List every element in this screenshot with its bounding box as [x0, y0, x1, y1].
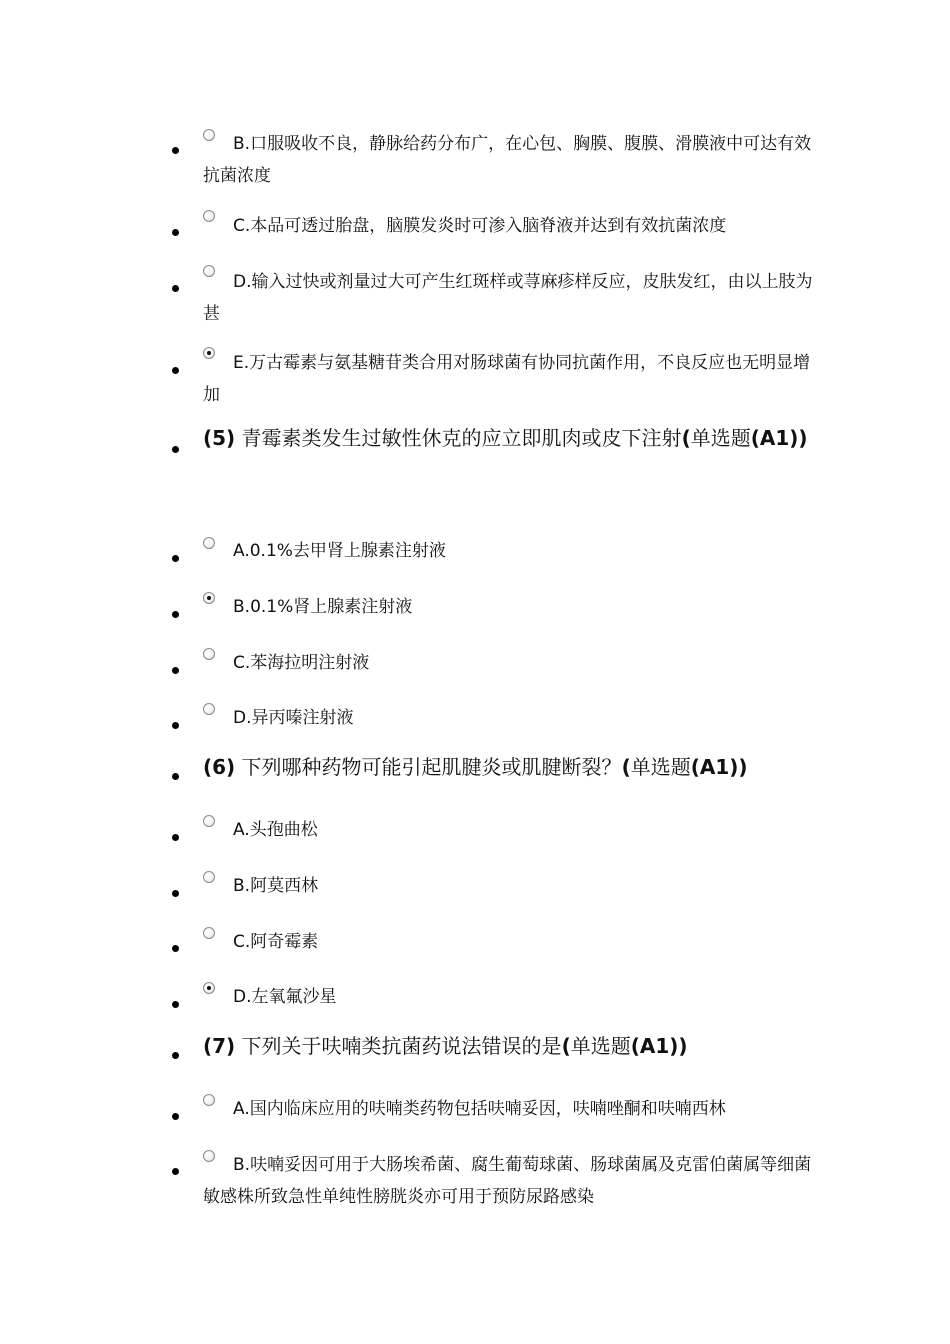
question-number: (7)	[203, 1034, 236, 1058]
option-text: C.苯海拉明注射液	[233, 653, 370, 673]
option-text: A.0.1%去甲肾上腺素注射液	[233, 541, 446, 561]
bullet-icon	[172, 890, 179, 897]
question-type-label: 单选题	[690, 426, 751, 450]
question-type-open: (	[621, 755, 631, 779]
option-text: B.0.1%肾上腺素注射液	[233, 597, 413, 617]
option-text: D.异丙嗪注射液	[233, 708, 354, 728]
question-number: (5)	[203, 426, 236, 450]
option-text: B.阿莫西林	[233, 876, 319, 896]
bullet-icon	[172, 1168, 179, 1175]
bullet-icon	[172, 1001, 179, 1008]
option-text: B.呋喃妥因可用于大肠埃希菌、腐生葡萄球菌、肠球菌属及克雷伯菌属等细菌敏感株所致急性单纯性膀胱炎亦可用于预防尿路感染	[203, 1155, 812, 1207]
question-stem: 下列关于呋喃类抗菌药说法错误的是	[235, 1034, 562, 1058]
option-text: E.万古霉素与氨基糖苷类合用对肠球菌有协同抗菌作用，不良反应也无明显增加	[203, 353, 811, 405]
bullet-icon	[172, 229, 179, 236]
question-type-code: (A1))	[630, 1034, 688, 1058]
question-type-code: (A1))	[690, 755, 748, 779]
question-type-open: (	[561, 1034, 571, 1058]
question-stem: 下列哪种药物可能引起肌腱炎或肌腱断裂？	[235, 755, 622, 779]
bullet-icon	[172, 285, 179, 292]
bullet-icon	[172, 1113, 179, 1120]
bullet-icon	[172, 722, 179, 729]
option-text: A.国内临床应用的呋喃类药物包括呋喃妥因，呋喃唑酮和呋喃西林	[233, 1099, 726, 1119]
bullet-icon	[172, 446, 179, 453]
bullet-icon	[172, 834, 179, 841]
bullet-icon	[172, 667, 179, 674]
bullet-icon	[172, 773, 179, 780]
option-text: D.输入过快或剂量过大可产生红斑样或荨麻疹样反应，皮肤发红，由以上肢为甚	[203, 272, 813, 324]
option-text: C.本品可透过胎盘，脑膜发炎时可渗入脑脊液并达到有效抗菌浓度	[233, 216, 727, 236]
option-text: D.左氧氟沙星	[233, 987, 337, 1007]
bullet-icon	[172, 147, 179, 154]
option-text: C.阿奇霉素	[233, 932, 319, 952]
question-stem: 青霉素类发生过敏性休克的应立即肌肉或皮下注射	[235, 426, 682, 450]
question-text	[203, 743, 813, 791]
question-type-code: (A1))	[750, 426, 808, 450]
question-text	[203, 1022, 813, 1070]
question-type-open: (	[681, 426, 691, 450]
question-type-label: 单选题	[570, 1034, 631, 1058]
bullet-icon	[172, 945, 179, 952]
question-number: (6)	[203, 755, 236, 779]
question-text	[203, 414, 813, 462]
bullet-icon	[172, 1052, 179, 1059]
bullet-icon	[172, 555, 179, 562]
bullet-icon	[172, 611, 179, 618]
option-text: B.口服吸收不良，静脉给药分布广，在心包、胸膜、腹膜、滑膜液中可达有效抗菌浓度	[203, 134, 812, 186]
option-text: A.头孢曲松	[233, 820, 318, 840]
question-type-label: 单选题	[630, 755, 691, 779]
bullet-icon	[172, 367, 179, 374]
